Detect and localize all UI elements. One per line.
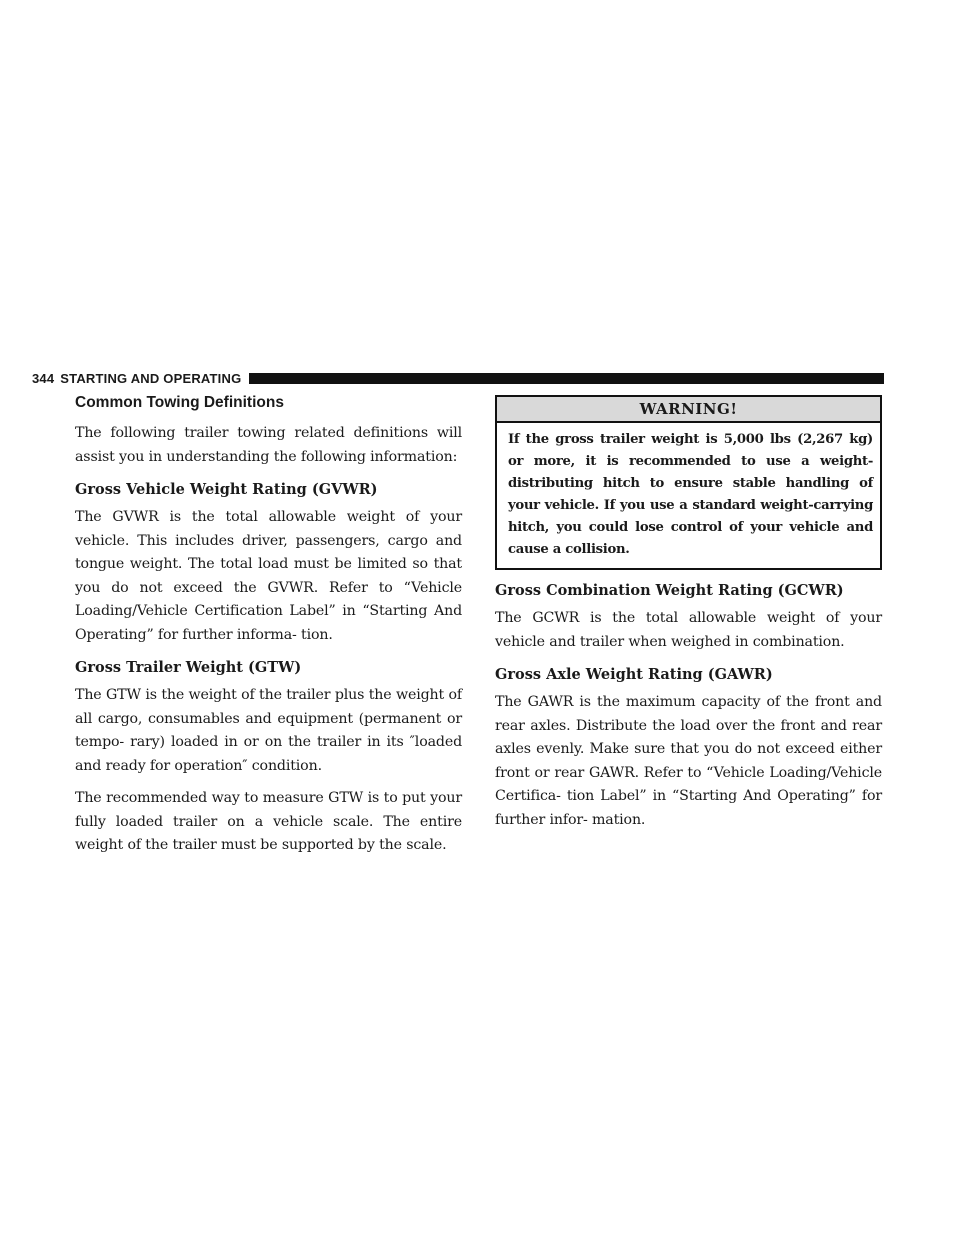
left-column (75, 392, 462, 867)
gawr-paragraph: The GAWR is the maximum capacity of the front and rear axles. Distribute the load over the front and rear axles evenly. Make sure that you do not exceed either front or rear GAWR. Refer to “Vehicle Loading/Vehicle Certifica- tion Label” in “Starting And Operating” for further infor- mation. (495, 694, 882, 828)
gcwr-paragraph: The GCWR is the total allowable weight of your vehicle and trailer when weighed in combination. (495, 610, 882, 650)
gtw-paragraph: The GTW is the weight of the trailer plus the weight of all cargo, consumables and equipment (permanent or tempo- rary) loaded in or on the trailer in its ″loaded and ready for operation″ condition. (75, 687, 462, 774)
gvwr-paragraph: The GVWR is the total allowable weight of your vehicle. This includes driver, passengers, cargo and tongue weight. The total load must be limited so that you do not exceed the GVWR. Refer to “Vehicle Loading/Vehicle Certification Label” in “Starting And Operating” for further informa- tion. (75, 509, 462, 643)
heading-gcwr: Gross Combination Weight Rating (GCWR) (495, 582, 844, 599)
gtw-measure-paragraph: The recommended way to measure GTW is to put your fully loaded trailer on a vehicle scale. The entire weight of the trailer must be supported by the scale. (75, 790, 462, 853)
section-heading-common-towing: Common Towing Definitions (75, 394, 284, 411)
heading-gawr: Gross Axle Weight Rating (GAWR) (495, 666, 773, 683)
heading-gtw: Gross Trailer Weight (GTW) (75, 659, 302, 676)
warning-box (495, 395, 882, 570)
heading-gvwr: Gross Vehicle Weight Rating (GVWR) (75, 481, 378, 498)
warning-title: WARNING! (497, 397, 880, 423)
section-name: STARTING AND OPERATING (60, 370, 242, 386)
intro-paragraph: The following trailer towing related definitions will assist you in understanding the following information: (75, 425, 462, 465)
warning-text: If the gross trailer weight is 5,000 lbs (2,267 kg) or more, it is recommended to use a weight-distributing hitch to ensure stable handling of your vehicle. If you use a standard weight-carrying hitch, you could lose control of your vehicle and cause a collision. (508, 432, 873, 557)
page-header (32, 368, 884, 388)
page-number: 344 (32, 370, 55, 386)
right-column (495, 392, 882, 841)
header-rule (249, 373, 884, 384)
